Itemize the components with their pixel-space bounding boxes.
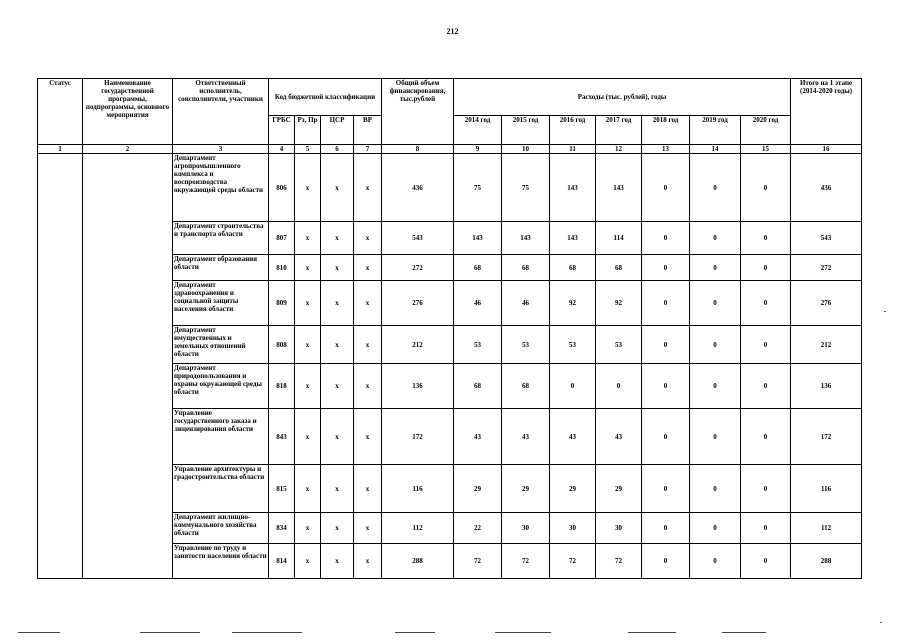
vr-cell: х <box>354 544 382 579</box>
stage-total-cell: 288 <box>791 544 862 579</box>
year-amount-cell: 68 <box>502 364 550 409</box>
scan-artifact <box>722 632 766 633</box>
year-amount-cell: 0 <box>642 326 690 364</box>
vr-cell: х <box>354 222 382 255</box>
stage-total-cell: 436 <box>791 154 862 222</box>
year-amount-cell: 143 <box>550 154 596 222</box>
header-year: 2014 год <box>454 116 502 145</box>
csr-cell: х <box>321 544 354 579</box>
year-amount-cell: 0 <box>741 409 791 465</box>
executor-cell: Управление архитектуры и градостроительства области <box>173 465 269 513</box>
grbs-cell: 815 <box>269 465 295 513</box>
vr-cell: х <box>354 364 382 409</box>
header-code-col: ЦСР <box>321 116 354 145</box>
vr-cell: х <box>354 513 382 544</box>
total-cell: 116 <box>382 465 454 513</box>
grbs-cell: 818 <box>269 364 295 409</box>
year-amount-cell: 0 <box>690 154 741 222</box>
column-number: 10 <box>502 145 550 154</box>
header-year: 2015 год <box>502 116 550 145</box>
year-amount-cell: 72 <box>596 544 642 579</box>
csr-cell: х <box>321 255 354 281</box>
stage-total-cell: 116 <box>791 465 862 513</box>
year-amount-cell: 72 <box>550 544 596 579</box>
executor-cell: Департамент жилищно-коммунального хозяйства области <box>173 513 269 544</box>
rzpr-cell: х <box>295 513 321 544</box>
vr-cell: х <box>354 281 382 326</box>
executor-cell: Управление государственного заказа и лицензирования области <box>173 409 269 465</box>
year-amount-cell: 68 <box>502 255 550 281</box>
year-amount-cell: 0 <box>690 544 741 579</box>
column-number: 14 <box>690 145 741 154</box>
year-amount-cell: 30 <box>502 513 550 544</box>
year-amount-cell: 72 <box>502 544 550 579</box>
rzpr-cell: х <box>295 222 321 255</box>
stage-total-cell: 543 <box>791 222 862 255</box>
scan-artifact <box>495 632 551 633</box>
year-amount-cell: 92 <box>596 281 642 326</box>
column-number: 7 <box>354 145 382 154</box>
year-amount-cell: 30 <box>550 513 596 544</box>
rzpr-cell: х <box>295 544 321 579</box>
column-number: 3 <box>173 145 269 154</box>
scan-speck <box>884 311 886 312</box>
vr-cell: х <box>354 409 382 465</box>
year-amount-cell: 68 <box>596 255 642 281</box>
executor-cell: Управление по труду и занятости населения области <box>173 544 269 579</box>
year-amount-cell: 0 <box>741 326 791 364</box>
column-number: 2 <box>83 145 173 154</box>
executor-cell: Департамент строительства и транспорта области <box>173 222 269 255</box>
column-number: 11 <box>550 145 596 154</box>
total-cell: 272 <box>382 255 454 281</box>
year-amount-cell: 53 <box>596 326 642 364</box>
column-number-row <box>38 145 862 154</box>
year-amount-cell: 0 <box>690 513 741 544</box>
grbs-cell: 809 <box>269 281 295 326</box>
year-amount-cell: 0 <box>741 222 791 255</box>
year-amount-cell: 68 <box>454 255 502 281</box>
grbs-cell: 834 <box>269 513 295 544</box>
header-expenses: Расходы (тыс. рублей), годы <box>454 79 791 116</box>
csr-cell: х <box>321 326 354 364</box>
rzpr-cell: х <box>295 255 321 281</box>
total-cell: 543 <box>382 222 454 255</box>
rzpr-cell: х <box>295 364 321 409</box>
scan-artifact <box>140 632 200 633</box>
header-year: 2017 год <box>596 116 642 145</box>
year-amount-cell: 0 <box>741 513 791 544</box>
year-amount-cell: 75 <box>502 154 550 222</box>
year-amount-cell: 0 <box>642 513 690 544</box>
csr-cell: х <box>321 154 354 222</box>
scan-speck <box>880 622 882 623</box>
vr-cell: х <box>354 154 382 222</box>
program-name-cell <box>83 154 173 579</box>
column-number: 1 <box>38 145 83 154</box>
column-number: 6 <box>321 145 354 154</box>
budget-table <box>37 78 862 579</box>
year-amount-cell: 0 <box>690 409 741 465</box>
scan-artifact <box>18 632 60 633</box>
year-amount-cell: 0 <box>642 222 690 255</box>
year-amount-cell: 0 <box>741 364 791 409</box>
header-total-volume: Общий объем финансирования, тыс.рублей <box>382 79 454 145</box>
year-amount-cell: 53 <box>454 326 502 364</box>
year-amount-cell: 0 <box>741 544 791 579</box>
total-cell: 136 <box>382 364 454 409</box>
year-amount-cell: 75 <box>454 154 502 222</box>
executor-cell: Департамент агропромышленного комплекса и воспроизводства окружающей среды области <box>173 154 269 222</box>
vr-cell: х <box>354 465 382 513</box>
year-amount-cell: 53 <box>502 326 550 364</box>
year-amount-cell: 22 <box>454 513 502 544</box>
csr-cell: х <box>321 281 354 326</box>
year-amount-cell: 72 <box>454 544 502 579</box>
column-number: 9 <box>454 145 502 154</box>
table-body <box>38 154 862 579</box>
year-amount-cell: 0 <box>642 465 690 513</box>
header-stage-total: Итого на 1 этапе (2014-2020 годы) <box>791 79 862 145</box>
year-amount-cell: 143 <box>550 222 596 255</box>
year-amount-cell: 114 <box>596 222 642 255</box>
executor-cell: Департамент здравоохранения и социальной защиты населения области <box>173 281 269 326</box>
table-row <box>38 154 862 222</box>
vr-cell: х <box>354 255 382 281</box>
year-amount-cell: 68 <box>550 255 596 281</box>
year-amount-cell: 0 <box>642 409 690 465</box>
csr-cell: х <box>321 409 354 465</box>
year-amount-cell: 0 <box>642 255 690 281</box>
status-cell <box>38 154 83 579</box>
year-amount-cell: 0 <box>741 255 791 281</box>
column-number: 16 <box>791 145 862 154</box>
scan-artifact <box>232 632 302 633</box>
year-amount-cell: 43 <box>502 409 550 465</box>
year-amount-cell: 143 <box>454 222 502 255</box>
year-amount-cell: 43 <box>454 409 502 465</box>
header-name: Наименование государственной программы, подпрограммы, основного мероприятия <box>83 79 173 145</box>
page-number: 212 <box>446 27 459 36</box>
header-year: 2020 год <box>741 116 791 145</box>
grbs-cell: 806 <box>269 154 295 222</box>
total-cell: 436 <box>382 154 454 222</box>
csr-cell: х <box>321 222 354 255</box>
vr-cell: х <box>354 326 382 364</box>
rzpr-cell: х <box>295 326 321 364</box>
rzpr-cell: х <box>295 281 321 326</box>
header-status: Статус <box>38 79 83 145</box>
year-amount-cell: 0 <box>690 326 741 364</box>
year-amount-cell: 29 <box>550 465 596 513</box>
year-amount-cell: 92 <box>550 281 596 326</box>
year-amount-cell: 0 <box>690 222 741 255</box>
total-cell: 288 <box>382 544 454 579</box>
stage-total-cell: 136 <box>791 364 862 409</box>
year-amount-cell: 0 <box>642 281 690 326</box>
executor-cell: Департамент имущественных и земельных отношений области <box>173 326 269 364</box>
header-budget-code: Код бюджетной классификации <box>269 79 382 116</box>
year-amount-cell: 30 <box>596 513 642 544</box>
stage-total-cell: 212 <box>791 326 862 364</box>
header-code-col: ВР <box>354 116 382 145</box>
year-amount-cell: 46 <box>502 281 550 326</box>
year-amount-cell: 29 <box>454 465 502 513</box>
total-cell: 172 <box>382 409 454 465</box>
year-amount-cell: 0 <box>741 281 791 326</box>
year-amount-cell: 143 <box>596 154 642 222</box>
header-code-col: Рз, Пр <box>295 116 321 145</box>
rzpr-cell: х <box>295 409 321 465</box>
column-number: 15 <box>741 145 791 154</box>
column-number: 13 <box>642 145 690 154</box>
header-year: 2018 год <box>642 116 690 145</box>
year-amount-cell: 0 <box>596 364 642 409</box>
grbs-cell: 843 <box>269 409 295 465</box>
stage-total-cell: 172 <box>791 409 862 465</box>
year-amount-cell: 43 <box>550 409 596 465</box>
executor-cell: Департамент природопользования и охраны окружающей среды области <box>173 364 269 409</box>
year-amount-cell: 0 <box>741 154 791 222</box>
year-amount-cell: 0 <box>550 364 596 409</box>
grbs-cell: 807 <box>269 222 295 255</box>
csr-cell: х <box>321 465 354 513</box>
grbs-cell: 814 <box>269 544 295 579</box>
stage-total-cell: 112 <box>791 513 862 544</box>
grbs-cell: 808 <box>269 326 295 364</box>
csr-cell: х <box>321 513 354 544</box>
column-number: 12 <box>596 145 642 154</box>
year-amount-cell: 0 <box>642 364 690 409</box>
year-amount-cell: 43 <box>596 409 642 465</box>
grbs-cell: 810 <box>269 255 295 281</box>
scan-artifact <box>395 632 435 633</box>
column-number: 5 <box>295 145 321 154</box>
year-amount-cell: 0 <box>690 255 741 281</box>
total-cell: 276 <box>382 281 454 326</box>
year-amount-cell: 0 <box>642 544 690 579</box>
stage-total-cell: 272 <box>791 255 862 281</box>
column-number: 8 <box>382 145 454 154</box>
year-amount-cell: 68 <box>454 364 502 409</box>
header-executor: Ответственный исполнитель, соисполнители, участники <box>173 79 269 145</box>
header-year: 2019 год <box>690 116 741 145</box>
rzpr-cell: х <box>295 465 321 513</box>
column-number: 4 <box>269 145 295 154</box>
rzpr-cell: х <box>295 154 321 222</box>
scan-artifact <box>628 632 676 633</box>
executor-cell: Департамент образования области <box>173 255 269 281</box>
year-amount-cell: 0 <box>690 465 741 513</box>
year-amount-cell: 53 <box>550 326 596 364</box>
year-amount-cell: 143 <box>502 222 550 255</box>
year-amount-cell: 29 <box>596 465 642 513</box>
total-cell: 112 <box>382 513 454 544</box>
header-year: 2016 год <box>550 116 596 145</box>
year-amount-cell: 0 <box>642 154 690 222</box>
year-amount-cell: 0 <box>690 281 741 326</box>
table-header <box>38 79 862 154</box>
year-amount-cell: 29 <box>502 465 550 513</box>
total-cell: 212 <box>382 326 454 364</box>
csr-cell: х <box>321 364 354 409</box>
year-amount-cell: 0 <box>690 364 741 409</box>
stage-total-cell: 276 <box>791 281 862 326</box>
header-code-col: ГРБС <box>269 116 295 145</box>
year-amount-cell: 0 <box>741 465 791 513</box>
year-amount-cell: 46 <box>454 281 502 326</box>
